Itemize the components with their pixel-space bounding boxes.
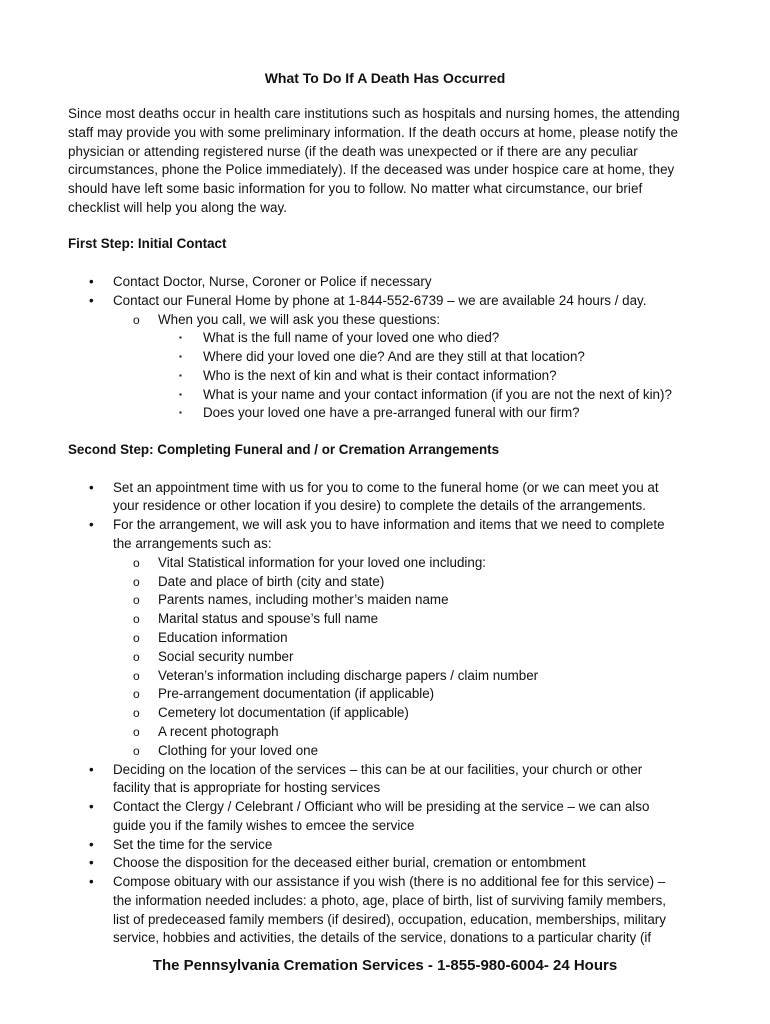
page-footer: The Pennsylvania Cremation Services - 1-855-980-6004- 24 Hours <box>152 957 618 974</box>
list-item: Parents names, including mother’s maiden name <box>158 592 449 607</box>
circle-marker: o <box>133 556 140 570</box>
bullet-marker: • <box>89 480 94 495</box>
circle-marker: o <box>133 687 140 701</box>
list-item-continuation: the information needed includes: a photo, age, place of birth, list of surviving family members, <box>113 893 667 908</box>
list-item: Clothing for your loved one <box>158 743 319 758</box>
list-item: A recent photograph <box>158 724 279 739</box>
circle-marker: o <box>133 575 140 589</box>
list-item: Date and place of birth (city and state) <box>158 574 385 589</box>
list-item-continuation: your residence or other location if you desire) to complete the details of the arrangements. <box>113 498 646 513</box>
step2-heading: Second Step: Completing Funeral and / or Cremation Arrangements <box>68 442 500 457</box>
list-item-continuation: service, hobbies and activities, the details of the service, donations to a particular charity (if <box>113 930 652 945</box>
circle-marker: o <box>133 593 140 607</box>
list-item-continuation: the arrangements such as: <box>113 536 272 551</box>
list-item-continuation: facility that is appropriate for hosting services <box>113 780 381 795</box>
circle-marker: o <box>133 706 140 720</box>
bullet-marker: • <box>89 762 94 777</box>
square-marker: ▪ <box>179 390 182 399</box>
list-item: Social security number <box>158 649 294 664</box>
list-item: Cemetery lot documentation (if applicable) <box>158 705 409 720</box>
list-item: Deciding on the location of the services – this can be at our facilities, your church or other <box>113 762 643 777</box>
list-item: Choose the disposition for the deceased either burial, cremation or entombment <box>113 855 586 870</box>
list-item: For the arrangement, we will ask you to have information and items that we need to complete <box>113 517 665 532</box>
list-item: Does your loved one have a pre-arranged funeral with our firm? <box>203 405 580 420</box>
bullet-marker: • <box>89 855 94 870</box>
list-item: Education information <box>158 630 288 645</box>
circle-marker: o <box>133 744 140 758</box>
list-item: When you call, we will ask you these questions: <box>158 312 441 327</box>
list-item: Where did your loved one die? And are they still at that location? <box>203 349 585 364</box>
list-item-continuation: list of predeceased family members (if desired), occupation, education, memberships, military <box>113 912 666 927</box>
circle-marker: o <box>133 631 140 645</box>
list-item: Set an appointment time with us for you to come to the funeral home (or we can meet you at <box>113 480 659 495</box>
circle-marker: o <box>133 612 140 626</box>
circle-marker: o <box>133 650 140 664</box>
list-item: What is the full name of your loved one who died? <box>203 330 500 345</box>
intro-line: physician or attending registered nurse (if the death was unexpected or if there are any peculiar <box>68 143 638 159</box>
list-item: What is your name and your contact information (if you are not the next of kin)? <box>203 387 672 402</box>
intro-line: Since most deaths occur in health care institutions such as hospitals and nursing homes, the attending <box>68 106 680 121</box>
circle-marker: o <box>133 669 140 683</box>
square-marker: ▪ <box>179 352 182 361</box>
intro-line: should have left some basic information for you to follow. No matter what circumstance, our brief <box>68 181 643 197</box>
list-item: Veteran’s information including discharge papers / claim number <box>158 668 539 683</box>
list-item: Vital Statistical information for your loved one including: <box>158 555 486 570</box>
intro-line: checklist will help you along the way. <box>68 199 287 215</box>
list-item: Compose obituary with our assistance if you wish (there is no additional fee for this service) – <box>113 874 666 889</box>
list-item: Contact our Funeral Home by phone at 1-844-552-6739 – we are available 24 hours / day. <box>113 293 647 308</box>
bullet-marker: • <box>89 517 94 532</box>
circle-marker: o <box>133 313 140 327</box>
step1-heading: First Step: Initial Contact <box>68 236 227 251</box>
intro-line: circumstances, phone the Police immediately). If the deceased was under hospice care at home, they <box>68 162 675 178</box>
circle-marker: o <box>133 725 140 739</box>
list-item: Set the time for the service <box>113 837 273 852</box>
bullet-marker: • <box>89 293 94 308</box>
list-item: Who is the next of kin and what is their contact information? <box>203 368 557 383</box>
square-marker: ▪ <box>179 371 182 380</box>
bullet-marker: • <box>89 837 94 852</box>
page-title: What To Do If A Death Has Occurred <box>264 70 506 86</box>
square-marker: ▪ <box>179 408 182 417</box>
intro-line: staff may provide you with some preliminary information. If the death occurs at home, please notify the <box>68 124 679 140</box>
square-marker: ▪ <box>179 333 182 342</box>
bullet-marker: • <box>89 874 94 889</box>
list-item: Contact Doctor, Nurse, Coroner or Police if necessary <box>113 274 432 289</box>
bullet-marker: • <box>89 799 94 814</box>
bullet-marker: • <box>89 274 94 289</box>
list-item-continuation: guide you if the family wishes to emcee the service <box>113 818 415 833</box>
list-item: Marital status and spouse’s full name <box>158 611 379 626</box>
intro-paragraph <box>68 105 708 218</box>
list-item: Contact the Clergy / Celebrant / Officiant who will be presiding at the service – we can also <box>113 799 650 814</box>
list-item: Pre-arrangement documentation (if applicable) <box>158 686 435 701</box>
